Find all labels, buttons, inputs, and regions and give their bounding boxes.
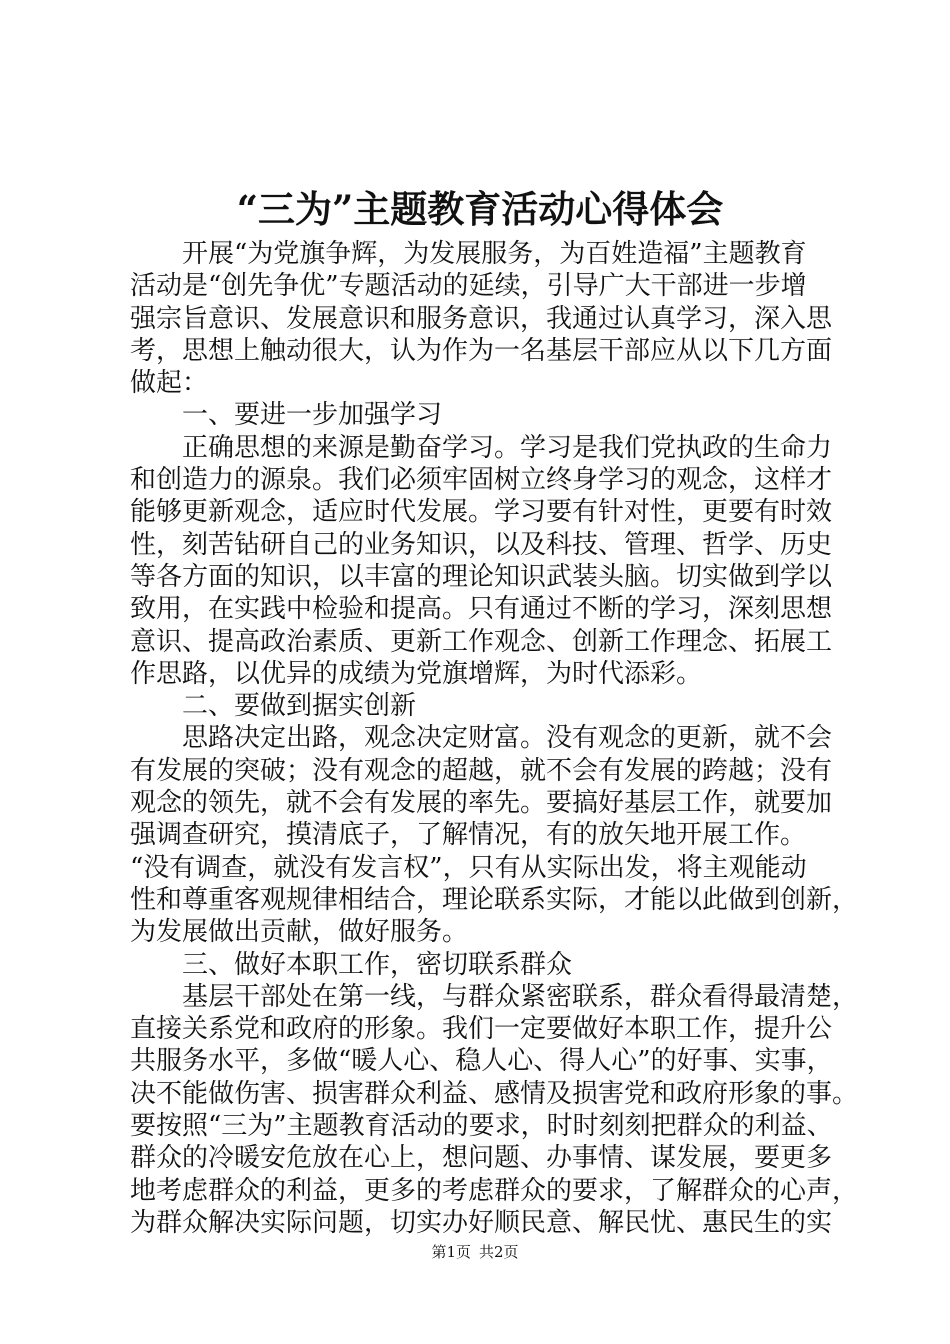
- text-line: 和创造力的源泉。我们必须牢固树立终身学习的观念，这样才: [130, 465, 833, 496]
- text-line: 思路决定出路，观念决定财富。没有观念的更新，就不会: [130, 723, 833, 754]
- page-total: 共2页: [479, 1243, 519, 1261]
- document-body: [130, 238, 859, 1239]
- text-line: 强宗旨意识、发展意识和服务意识，我通过认真学习，深入思: [130, 303, 833, 334]
- text-line: 直接关系党和政府的形象。我们一定要做好本职工作，提升公: [130, 1014, 833, 1045]
- text-line: 活动是“创先争优”专题活动的延续，引导广大干部进一步增: [130, 271, 807, 302]
- text-line: 性和尊重客观规律相结合，理论联系实际，才能以此做到创新，: [130, 884, 859, 915]
- text-line: 致用，在实践中检验和提高。只有通过不断的学习，深刻思想: [130, 594, 833, 625]
- section-heading: 三、做好本职工作，密切联系群众: [130, 949, 573, 980]
- document-title: “三为”主题教育活动心得体会: [236, 187, 724, 231]
- text-line: 能够更新观念，适应时代发展。学习要有针对性，更要有时效: [130, 497, 833, 528]
- section-heading: 一、要进一步加强学习: [130, 400, 443, 431]
- text-line: 观念的领先，就不会有发展的率先。要搞好基层工作，就要加: [130, 788, 833, 819]
- text-line: 性，刻苦钻研自己的业务知识，以及科技、管理、哲学、历史: [130, 529, 833, 560]
- text-line: 基层干部处在第一线，与群众紧密联系，群众看得最清楚，: [130, 981, 859, 1012]
- page-footer: [0, 1242, 950, 1262]
- text-line: 群众的冷暖安危放在心上，想问题、办事情、谋发展，要更多: [130, 1143, 833, 1174]
- text-line: 正确思想的来源是勤奋学习。学习是我们党执政的生命力: [130, 432, 833, 463]
- text-line: 考，思想上触动很大，认为作为一名基层干部应从以下几方面: [130, 335, 833, 366]
- text-line: “没有调查，就没有发言权”，只有从实际出发，将主观能动: [130, 852, 807, 883]
- text-line: 为发展做出贡献，做好服务。: [130, 917, 469, 948]
- text-line: 决不能做伤害、损害群众利益、感情及损害党和政府形象的事。: [130, 1078, 859, 1109]
- text-line: 开展“为党旗争辉，为发展服务，为百姓造福”主题教育: [130, 239, 807, 269]
- text-line: 作思路，以优异的成绩为党旗增辉，为时代添彩。: [130, 658, 703, 689]
- text-line: 为群众解决实际问题，切实办好顺民意、解民忧、惠民生的实: [130, 1207, 833, 1238]
- text-line: 地考虑群众的利益，更多的考虑群众的要求，了解群众的心声，: [130, 1175, 859, 1206]
- text-line: 做起：: [130, 368, 209, 399]
- text-line: 要按照“三为”主题教育活动的要求，时时刻刻把群众的利益、: [130, 1111, 833, 1142]
- section-heading: 二、要做到据实创新: [130, 691, 417, 722]
- text-line: 等各方面的知识，以丰富的理论知识武装头脑。切实做到学以: [130, 561, 833, 592]
- text-line: 意识、提高政治素质、更新工作观念、创新工作理念、拓展工: [130, 626, 833, 657]
- text-line: 强调查研究，摸清底子，了解情况，有的放矢地开展工作。: [130, 820, 807, 851]
- text-line: 有发展的突破；没有观念的超越，就不会有发展的跨越；没有: [130, 755, 833, 786]
- page-number: 第1页: [431, 1243, 471, 1261]
- text-line: 共服务水平，多做“暖人心、稳人心、得人心”的好事、实事，: [130, 1046, 833, 1077]
